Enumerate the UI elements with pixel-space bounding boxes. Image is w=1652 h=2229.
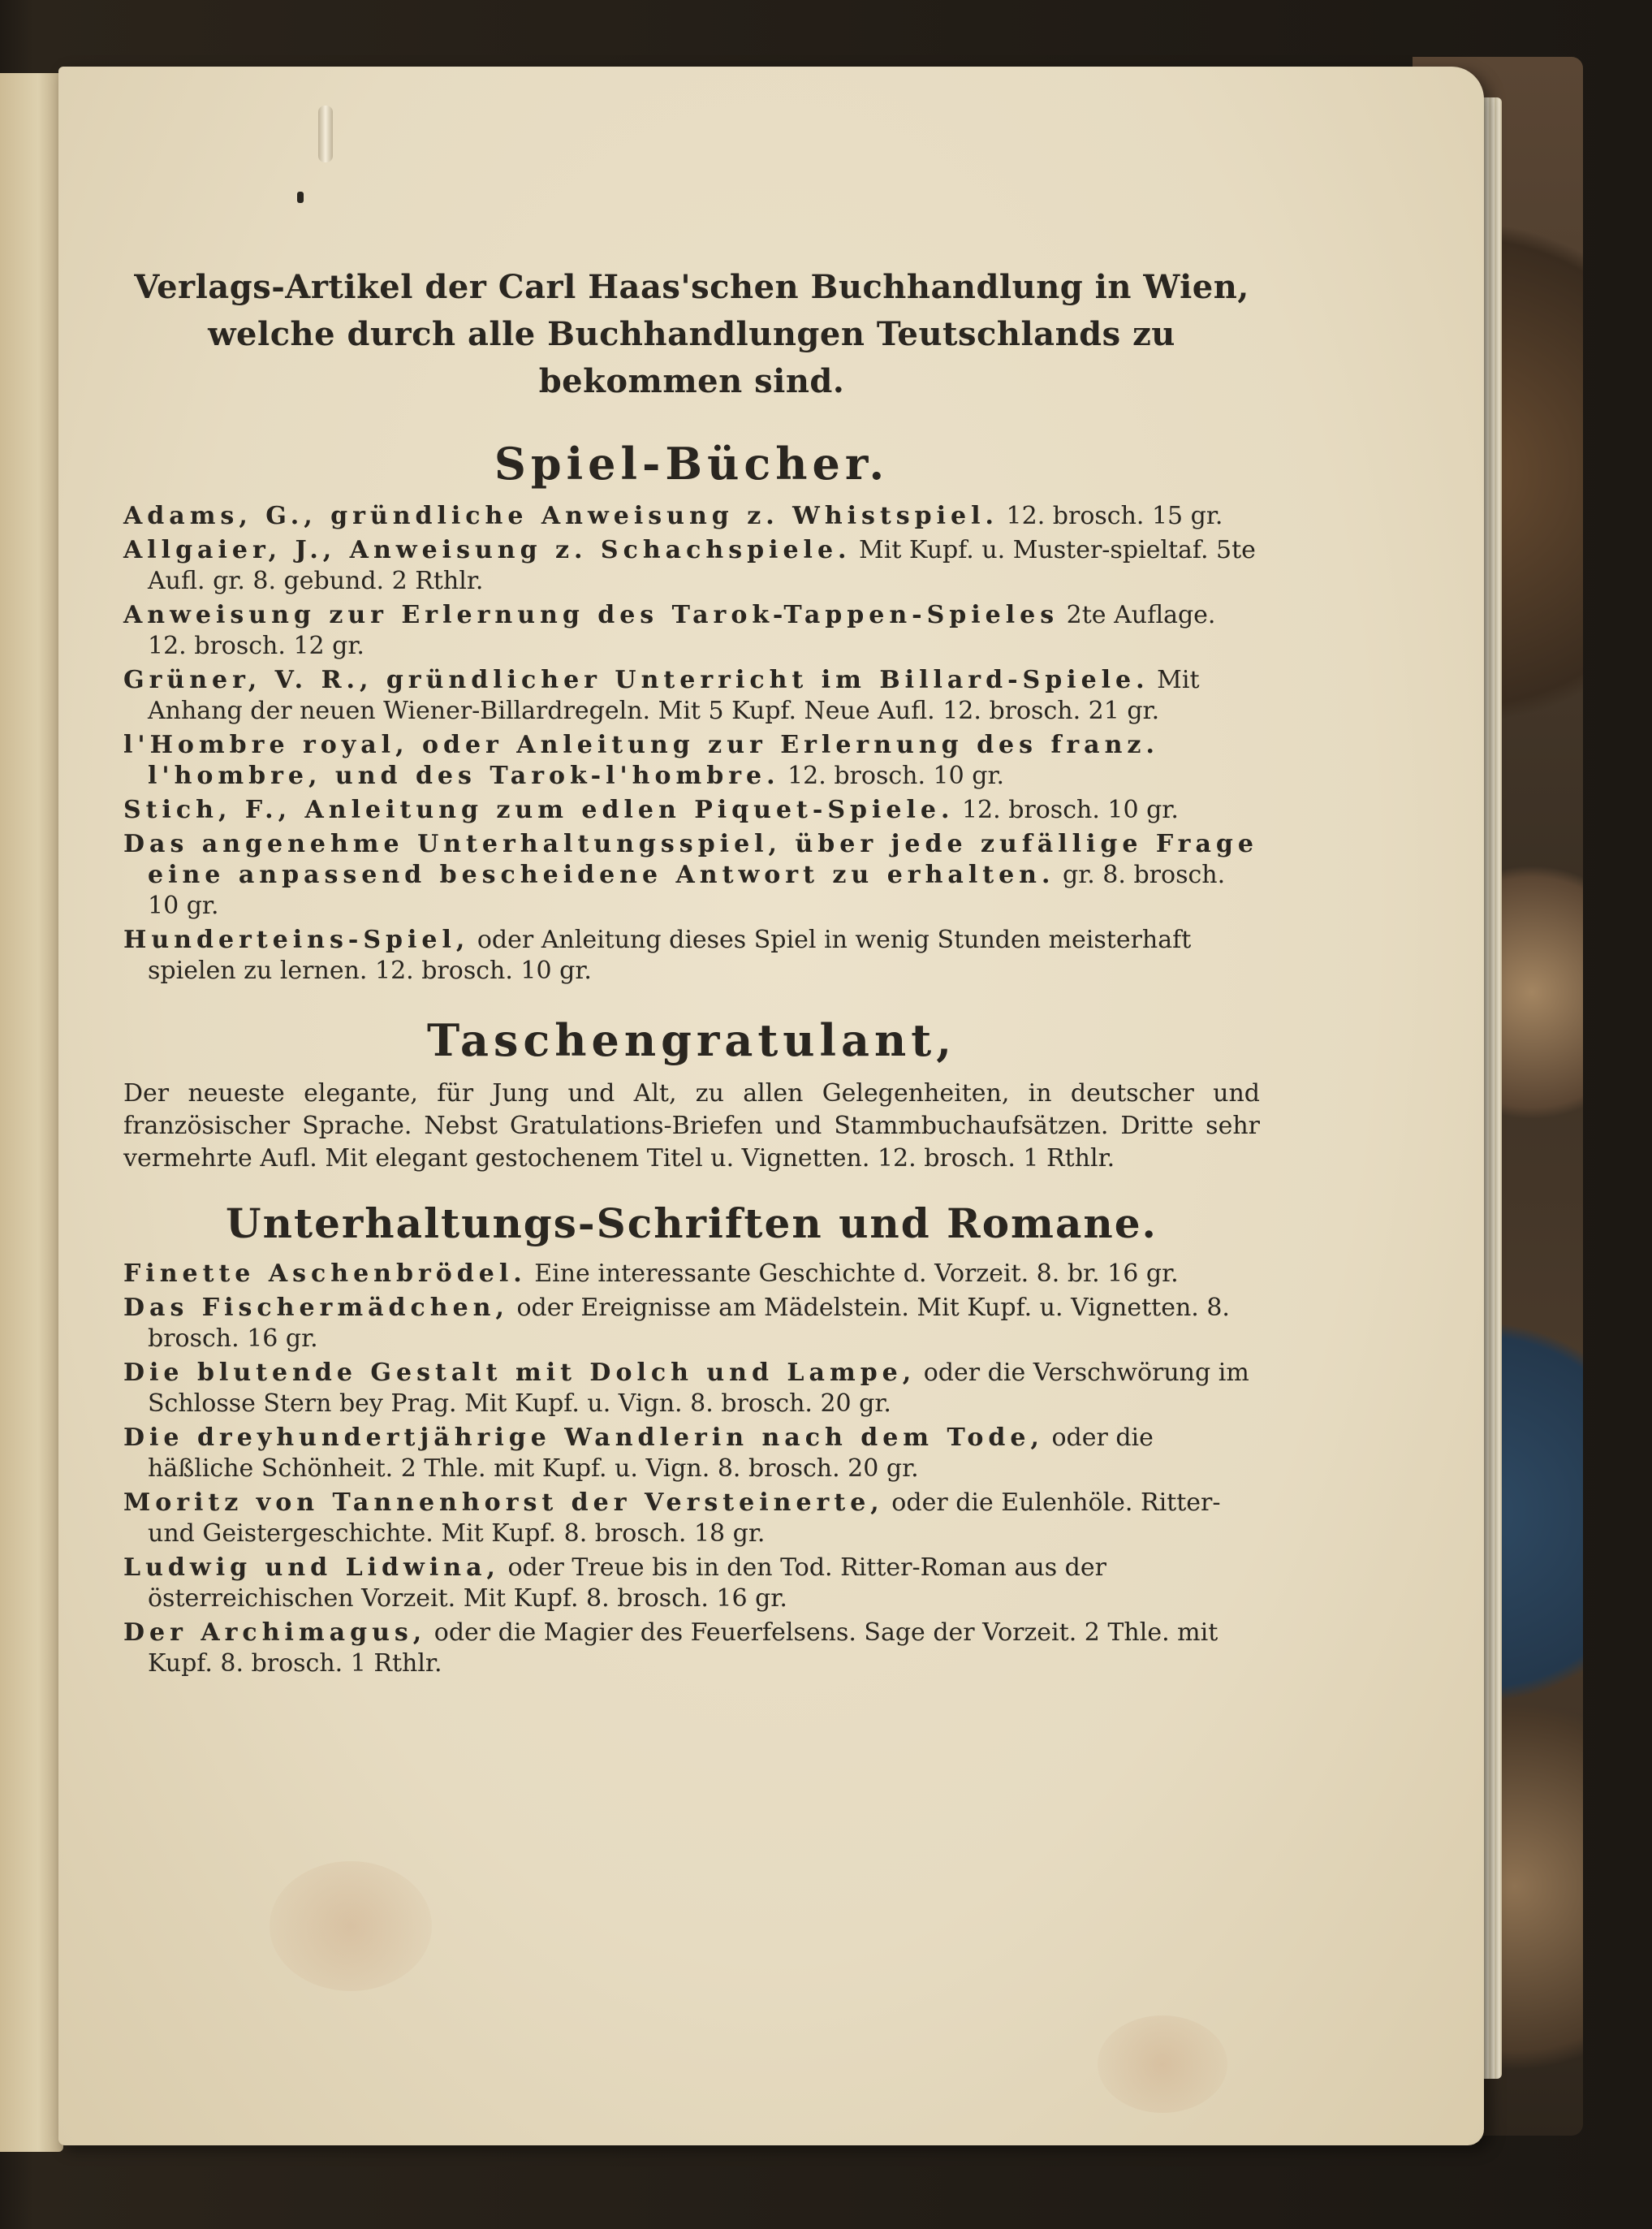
- list-item: Adams, G., gründliche Anweisung z. Whistspiel. 12. brosch. 15 gr.: [123, 502, 1223, 530]
- list-item: l'Hombre royal, oder Anleitung zur Erlernung des franz. l'hombre, und des Tarok-l'hombre. 12. brosch. 10 gr.: [123, 731, 1159, 790]
- list-item: Stich, F., Anleitung zum edlen Piquet-Spiele. 12. brosch. 10 gr.: [123, 796, 1179, 824]
- binding-thread-mark: [318, 106, 333, 162]
- header-line-1: Verlags-Artikel der Carl Haas'schen Buchhandlung in Wien,: [134, 268, 1249, 306]
- list-item: Das Fischermädchen, oder Ereignisse am Mädelstein. Mit Kupf. u. Vignetten. 8. brosch. 16 gr.: [123, 1294, 1230, 1353]
- header-line-2: welche durch alle Buchhandlungen Teutschlands zu bekommen sind.: [208, 315, 1175, 400]
- ink-dot: [297, 192, 304, 203]
- list-item: Finette Aschenbrödel. Eine interessante Geschichte d. Vorzeit. 8. br. 16 gr.: [123, 1259, 1179, 1288]
- list-item: Anweisung zur Erlernung des Tarok-Tappen-Spieles 2te Auflage. 12. brosch. 12 gr.: [123, 601, 1216, 660]
- list-item: Das angenehme Unterhaltungsspiel, über jede zufällige Frage eine anpassend bescheidene Antwort zu erhalten. gr. 8. brosch. 10 gr.: [123, 830, 1258, 920]
- page-text: [123, 264, 1260, 1683]
- list-item: Hunderteins-Spiel, oder Anleitung dieses Spiel in wenig Stunden meisterhaft spielen zu lernen. 12. brosch. 10 gr.: [123, 926, 1192, 985]
- section-taschengratulant-text: Der neueste elegante, für Jung und Alt, zu allen Gelegenheiten, in deutscher und französischer Sprache. Nebst Gratulations-Briefen und Stammbuchaufsätzen. Dritte sehr vermehrte Aufl. Mit elegant gestochenem Titel u. Vignetten. 12. brosch. 1 Rthlr.: [123, 1079, 1260, 1173]
- facing-page-edge: [0, 73, 63, 2152]
- list-item: Moritz von Tannenhorst der Versteinerte, oder die Eulenhöle. Ritter- und Geistergeschichte. Mit Kupf. 8. brosch. 18 gr.: [123, 1488, 1221, 1548]
- section-spiel-buecher: [123, 501, 1260, 987]
- list-item: Grüner, V. R., gründlicher Unterricht im Billard-Spiele. Mit Anhang der neuen Wiener-Billardregeln. Mit 5 Kupf. Neue Aufl. 12. brosch. 21 gr.: [123, 666, 1200, 725]
- list-item: Die blutende Gestalt mit Dolch und Lampe, oder die Verschwörung im Schlosse Stern bey Prag. Mit Kupf. u. Vign. 8. brosch. 20 gr.: [123, 1359, 1249, 1418]
- section-unterhaltungs-schriften: [123, 1259, 1260, 1679]
- section-title-spiel-buecher: Spiel-Bücher.: [494, 438, 890, 490]
- list-item: Die dreyhundertjährige Wandlerin nach dem Tode, oder die häßliche Schönheit. 2 Thle. mit Kupf. u. Vign. 8. brosch. 20 gr.: [123, 1423, 1154, 1483]
- paper-stain: [270, 1861, 432, 1991]
- list-item: Ludwig und Lidwina, oder Treue bis in den Tod. Ritter-Roman aus der österreichischen Vorzeit. Mit Kupf. 8. brosch. 16 gr.: [123, 1553, 1106, 1613]
- section-title-taschengratulant: Taschengratulant,: [426, 1014, 957, 1066]
- list-item: Allgaier, J., Anweisung z. Schachspiele. Mit Kupf. u. Muster-spieltaf. 5te Aufl. gr. 8. gebund. 2 Rthlr.: [123, 536, 1256, 595]
- page-header: [123, 264, 1260, 405]
- paper-stain: [1098, 2015, 1227, 2113]
- list-item: Der Archimagus, oder die Magier des Feuerfelsens. Sage der Vorzeit. 2 Thle. mit Kupf. 8. brosch. 1 Rthlr.: [123, 1618, 1219, 1678]
- section-title-unterhaltungs-schriften: Unterhaltungs-Schriften und Romane.: [226, 1199, 1158, 1247]
